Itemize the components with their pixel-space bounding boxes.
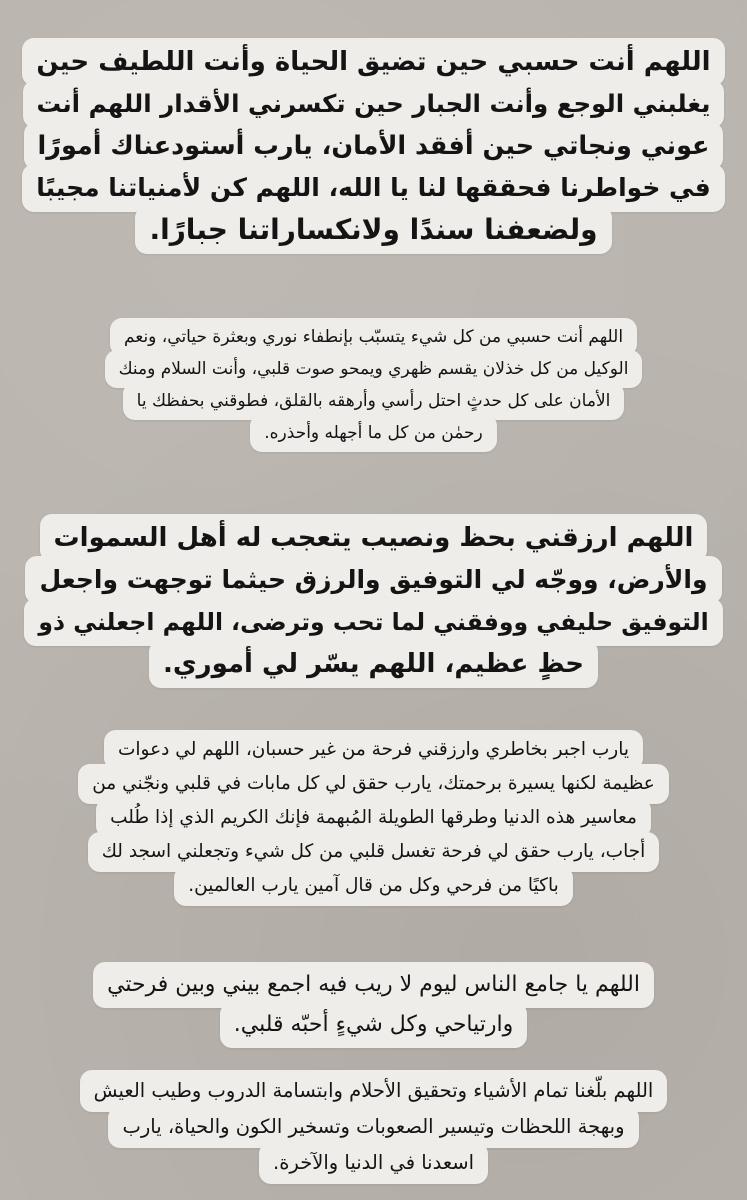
prayer-block-1 [22, 38, 725, 254]
text-line: باكيًا من فرحي وكل من قال آمين يارب العالمين. [174, 866, 573, 906]
text-line: اللهم يا جامع الناس ليوم لا ريب فيه اجمع بيني وبين فرحتي [93, 962, 654, 1008]
text-line: عظيمة لكنها يسيرة برحمتك، يارب حقق لي كل مابات في قلبي ونجّني من [78, 764, 669, 804]
text-line: الأمان على كل حدثٍ احتل رأسي وأرهقه بالقلق، فطوقني بحفظك يا [123, 382, 625, 420]
prayer-block-4 [22, 730, 725, 906]
text-line: وارتياحي وكل شيءٍ أحبّه قلبي. [220, 1002, 528, 1048]
prayer-block-3 [22, 514, 725, 688]
text-line: اللهم بلّغنا تمام الأشياء وتحقيق الأحلام وابتسامة الدروب وطيب العيش [80, 1070, 668, 1112]
text-line: رحمٰن من كل ما أجهله وأحذره. [250, 414, 497, 452]
prayer-block-5 [22, 962, 725, 1048]
text-line: اللهم أنت حسبي من كل شيء يتسبّب بإنطفاء نوري وبعثرة حياتي، ونعم [110, 318, 637, 356]
text-line: في خواطرنا فحققها لنا يا الله، اللهم كن لأمنياتنا مجيبًا [22, 164, 724, 212]
text-line: عوني ونجاتي حين أفقد الأمان، يارب أستودعناك أمورًا [24, 122, 724, 170]
text-line: يارب اجبر بخاطري وارزقني فرحة من غير حسبان، اللهم لي دعوات [104, 730, 643, 770]
text-line: اللهم ارزقني بحظ ونصيب يتعجب له أهل السموات [40, 514, 708, 562]
text-line: اللهم أنت حسبي حين تضيق الحياة وأنت اللطيف حين [22, 38, 724, 86]
prayer-block-2 [22, 318, 725, 452]
text-line: اسعدنا في الدنيا والآخرة. [259, 1142, 488, 1184]
text-line: الوكيل من كل خذلان يقسم ظهري ويمحو صوت قلبي، وأنت السلام ومنك [105, 350, 643, 388]
text-line: وبهجة اللحظات وتيسير الصعوبات وتسخير الكون والحياة، يارب [108, 1106, 638, 1148]
text-line: أجاب، يارب حقق لي فرحة تغسل قلبي من كل شيء وتجعلني اسجد لك [88, 832, 660, 872]
text-line: يغلبني الوجع وأنت الجبار حين تكسرني الأقدار اللهم أنت [23, 80, 725, 128]
text-line: حظٍ عظيم، اللهم يسّر لي أموري. [149, 640, 598, 688]
text-line: التوفيق حليفي ووفقني لما تحب وترضى، اللهم اجعلني ذو [24, 598, 722, 646]
prayer-block-6 [22, 1070, 725, 1184]
text-line: ولضعفنا سندًا ولانكساراتنا جبارًا. [135, 206, 611, 254]
text-line: والأرض، ووجّه لي التوفيق والرزق حيثما توجهت واجعل [25, 556, 721, 604]
text-line: معاسير هذه الدنيا وطرقها الطويلة المُبهمة فإنك الكريم الذي إذا طُلب [96, 798, 651, 838]
